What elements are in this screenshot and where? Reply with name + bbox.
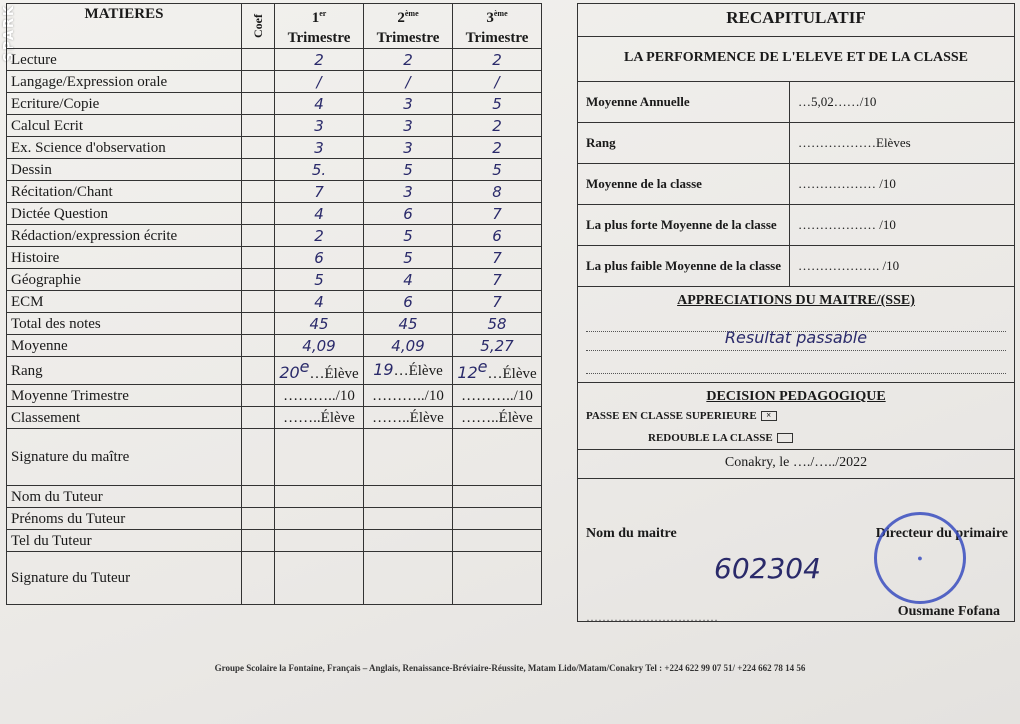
directeur-label: Directeur du primaire: [875, 526, 1008, 541]
recap-table: [578, 82, 1014, 287]
grades-header-row: [7, 4, 542, 49]
rang-t2: 19…Élève: [364, 357, 453, 385]
tel-tuteur-label: Tel du Tuteur: [7, 530, 242, 552]
appreciation-text: Resultat passable: [724, 328, 868, 347]
recap-title: RECAPITULATIF: [578, 4, 1014, 37]
classement-label: Classement: [7, 407, 242, 429]
grade-row: [7, 93, 542, 115]
grade-row: [7, 181, 542, 203]
subject-name: Moyenne: [7, 335, 242, 357]
classement-t3: ……..Élève: [453, 407, 542, 429]
grade-t2: 3: [364, 137, 453, 159]
subject-name: ECM: [7, 291, 242, 313]
recap-value: ………………Elèves: [790, 123, 1015, 164]
lieu-date: Conakry, le …./…../2022: [724, 455, 868, 470]
grade-t2: 5: [364, 225, 453, 247]
recap-row: [578, 82, 1014, 123]
passe-row: PASSE EN CLASSE SUPERIEURE ×: [578, 405, 1014, 427]
coef-cell: [242, 357, 275, 385]
grade-t3: /: [453, 71, 542, 93]
grade-row: [7, 203, 542, 225]
grade-t3: 5: [453, 93, 542, 115]
grade-t2: 3: [364, 93, 453, 115]
recap-value: …5,02……/10: [790, 82, 1015, 123]
nom-tuteur-label: Nom du Tuteur: [7, 486, 242, 508]
trimestre1-header: 1er Trimestre: [275, 4, 364, 49]
recap-label: La plus forte Moyenne de la classe: [578, 205, 790, 246]
grade-t1: 2: [275, 49, 364, 71]
subject-name: Ecriture/Copie: [7, 93, 242, 115]
grade-row: [7, 137, 542, 159]
coef-cell: [242, 313, 275, 335]
footer: Groupe Scolaire la Fontaine, Français – Anglais, Renaissance-Bréviaire-Réussite, Matam Lido/Matam/Conakry Tel : +224 622 99 07 51/ +224 662 78 14 56: [214, 663, 806, 673]
signature-tuteur-label: Signature du Tuteur: [7, 552, 242, 605]
grade-t3: 7: [453, 269, 542, 291]
grade-t1: 4: [275, 203, 364, 225]
coef-cell: [242, 225, 275, 247]
coef-cell: [242, 93, 275, 115]
teacher-code: 602304: [714, 552, 821, 585]
grade-t2: 3: [364, 115, 453, 137]
grade-t3: 2: [453, 49, 542, 71]
trimestre3-header: 3ème Trimestre: [453, 4, 542, 49]
rang-row: [7, 357, 542, 385]
recap-value: ……………… /10: [790, 164, 1015, 205]
grade-t3: 7: [453, 247, 542, 269]
grade-t2: 4,09: [364, 335, 453, 357]
signature-maitre-row: [7, 429, 542, 486]
grade-t1: 3: [275, 137, 364, 159]
coef-cell: [242, 269, 275, 291]
recap-subtitle: LA PERFORMENCE DE L'ELEVE ET DE LA CLASSE: [578, 37, 1014, 82]
grade-t1: 45: [275, 313, 364, 335]
coef-cell: [242, 159, 275, 181]
classement-t2: ……..Élève: [364, 407, 453, 429]
recap-row: [578, 246, 1014, 287]
subject-name: Ex. Science d'observation: [7, 137, 242, 159]
appreciation-line-3: [586, 351, 1006, 374]
grade-t1: 5: [275, 269, 364, 291]
maitre-dots: ……………………………: [586, 610, 718, 624]
recap-value: ………………. /10: [790, 246, 1015, 287]
signature-tuteur-row: [7, 552, 542, 605]
redouble-row: REDOUBLE LA CLASSE: [578, 427, 1014, 449]
grade-t1: 7: [275, 181, 364, 203]
coef-cell: [242, 335, 275, 357]
rang-t3: 12e…Élève: [453, 357, 542, 385]
grade-row: [7, 313, 542, 335]
coef-cell: [242, 181, 275, 203]
classement-row: [7, 407, 542, 429]
moyenne-trimestre-t1: ………../10: [275, 385, 364, 407]
signature-maitre-label: Signature du maître: [7, 429, 242, 486]
grade-t1: 4: [275, 93, 364, 115]
subject-name: Dessin: [7, 159, 242, 181]
grade-row: [7, 247, 542, 269]
grade-row: [7, 71, 542, 93]
coef-cell: [242, 49, 275, 71]
coef-cell: [242, 71, 275, 93]
directeur-name: Ousmane Fofana: [897, 604, 1000, 619]
grade-t3: 5,27: [453, 335, 542, 357]
subject-name: Langage/Expression orale: [7, 71, 242, 93]
grade-t1: 4: [275, 291, 364, 313]
recap-row: [578, 205, 1014, 246]
recap-value: ……………… /10: [790, 205, 1015, 246]
subject-name: Total des notes: [7, 313, 242, 335]
rang-label: Rang: [7, 357, 242, 385]
moyenne-trimestre-row: [7, 385, 542, 407]
grade-t2: 5: [364, 159, 453, 181]
subject-name: Rédaction/expression écrite: [7, 225, 242, 247]
classement-t1: ……..Élève: [275, 407, 364, 429]
grade-rows: [7, 49, 542, 357]
grade-t3: 58: [453, 313, 542, 335]
grade-t3: 8: [453, 181, 542, 203]
subject-name: Dictée Question: [7, 203, 242, 225]
moyenne-trimestre-t2: ………../10: [364, 385, 453, 407]
grade-t3: 6: [453, 225, 542, 247]
grade-t1: 4,09: [275, 335, 364, 357]
subject-header: MATIERES: [7, 4, 242, 49]
grade-row: [7, 159, 542, 181]
subject-name: Calcul Ecrit: [7, 115, 242, 137]
nom-maitre-label: Nom du maitre: [586, 526, 677, 541]
grade-t2: 45: [364, 313, 453, 335]
grade-t3: 2: [453, 137, 542, 159]
recap-row: [578, 123, 1014, 164]
coef-cell: [242, 115, 275, 137]
passe-checkbox[interactable]: ×: [761, 411, 777, 421]
grade-t2: 5: [364, 247, 453, 269]
coef-header: Coef: [242, 4, 275, 49]
subject-name: Récitation/Chant: [7, 181, 242, 203]
rang-t1: 20e…Élève: [275, 357, 364, 385]
recap-label: Moyenne Annuelle: [578, 82, 790, 123]
grade-row: [7, 335, 542, 357]
redouble-checkbox[interactable]: [777, 433, 793, 443]
prenoms-tuteur-row: [7, 508, 542, 530]
trimestre2-header: 2ème Trimestre: [364, 4, 453, 49]
tel-tuteur-row: [7, 530, 542, 552]
subject-name: Géographie: [7, 269, 242, 291]
grade-row: [7, 115, 542, 137]
grades-table: [6, 3, 542, 605]
grade-t2: 6: [364, 291, 453, 313]
grade-t2: 2: [364, 49, 453, 71]
coef-cell: [242, 137, 275, 159]
recap-label: La plus faible Moyenne de la classe: [578, 246, 790, 287]
grade-row: [7, 225, 542, 247]
appreciation-line-2: [586, 328, 1006, 351]
grade-t1: 6: [275, 247, 364, 269]
grade-t3: 7: [453, 203, 542, 225]
grade-t3: 2: [453, 115, 542, 137]
grade-row: [7, 291, 542, 313]
grade-t3: 5: [453, 159, 542, 181]
recap-label: Moyenne de la classe: [578, 164, 790, 205]
subject-name: Lecture: [7, 49, 242, 71]
prenoms-tuteur-label: Prénoms du Tuteur: [7, 508, 242, 530]
watermark: SPARK: [2, 4, 17, 62]
moyenne-trimestre-t3: ………../10: [453, 385, 542, 407]
grade-row: [7, 269, 542, 291]
recap-row: [578, 164, 1014, 205]
grade-t3: 7: [453, 291, 542, 313]
moyenne-trimestre-label: Moyenne Trimestre: [7, 385, 242, 407]
grade-t1: 5.: [275, 159, 364, 181]
grade-t1: /: [275, 71, 364, 93]
grade-t2: 3: [364, 181, 453, 203]
subject-name: Histoire: [7, 247, 242, 269]
recap-label: Rang: [578, 123, 790, 164]
coef-cell: [242, 247, 275, 269]
school-stamp: ●: [874, 512, 966, 604]
appreciations-title: APPRECIATIONS DU MAITRE/(SSE): [677, 293, 915, 308]
grade-t2: /: [364, 71, 453, 93]
coef-cell: [242, 291, 275, 313]
grade-row: [7, 49, 542, 71]
grade-t1: 2: [275, 225, 364, 247]
decision-title: DECISION PEDAGOGIQUE: [706, 389, 886, 404]
grade-t2: 4: [364, 269, 453, 291]
grade-t2: 6: [364, 203, 453, 225]
recap-panel: [577, 3, 1015, 622]
grade-t1: 3: [275, 115, 364, 137]
coef-cell: [242, 203, 275, 225]
nom-tuteur-row: [7, 486, 542, 508]
